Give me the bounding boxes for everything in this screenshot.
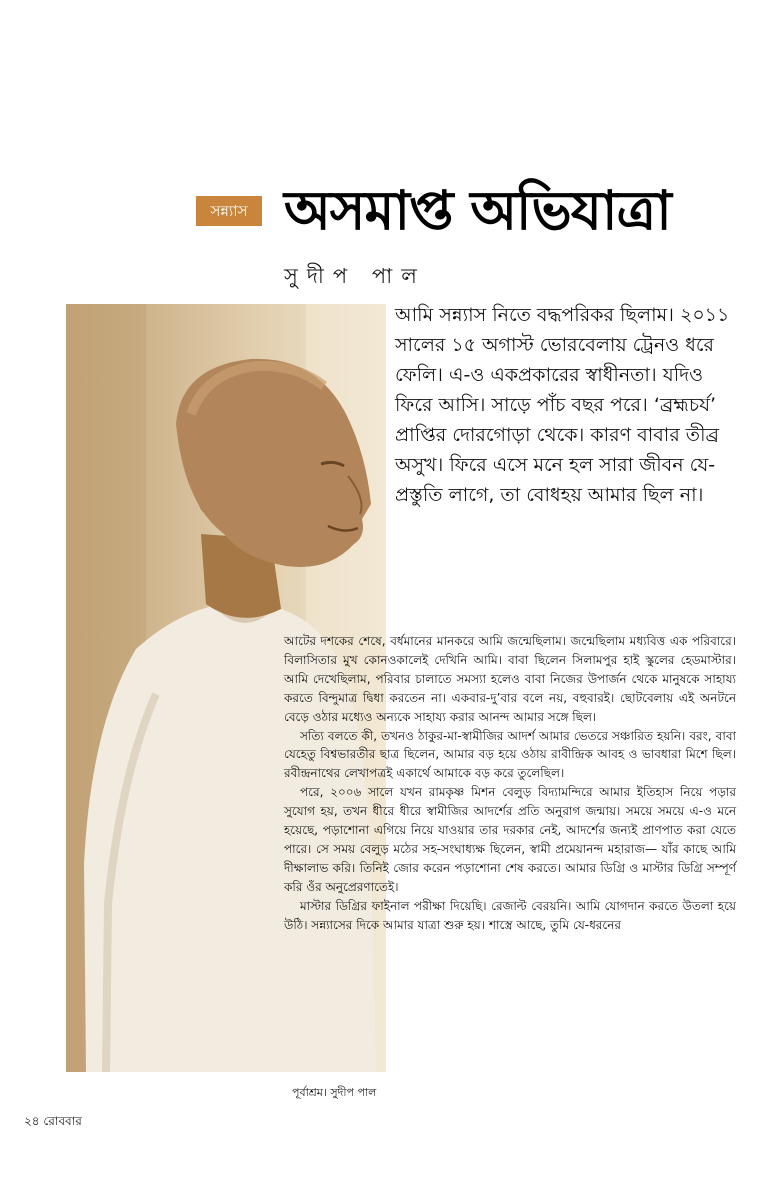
author-byline: সুদীপ পাল [284,264,426,288]
lede-text: আমি সন্ন্যাস নিতে বদ্ধপরিকর ছিলাম। ২০১১ সালের ১৫ অগাস্ট ভোরবেলায় ট্রেনও ধরে ফেলি। এ-ও একপ্রকারের স্বাধীনতা। যদিও ফিরে আসি। সাড়ে পাঁচ বছর পরে। ‘ব্রহ্মচর্য’ প্রাপ্তির দোরগোড়া থেকে। কারণ বাবার তীব্র অসুখ। ফিরে এসে মনে হল সারা জীবন যে-প্রস্তুতি লাগে, তা বোধহয় আমার ছিল না। [395,304,730,506]
body-paragraph-1: আটের দশকের শেষে, বর্ধমানের মানকরে আমি জন্মেছিলাম। জন্মেছিলাম মধ্যবিত্ত এক পরিবারে। বিলাসিতার মুখ কোনওকালেই দেখিনি আমি। বাবা ছিলেন সিলামপুর হাই স্কুলের হেডমাস্টার। আমি দেখেছিলাম, পরিবার চালাতে সমস্যা হলেও বাবা নিজের উপার্জন থেকে মানুষকে সাহায্য করতে বিন্দুমাত্র দ্বিধা করতেন না। একবার-দু’বার বলে নয়, বহুবারই। ছোটবেলায় এই অনটনে বেড়ে ওঠার মধ্যেও অন্যকে সাহায্য করার আনন্দ আমার সঙ্গে ছিল। [284,634,736,724]
body-paragraph-2: সত্যি বলতে কী, তখনও ঠাকুর-মা-স্বামীজির আদর্শ আমার ভেতরে সঞ্চারিত হয়নি। বরং, বাবা যেহেতু বিশ্বভারতীর ছাত্র ছিলেন, আমার বড় হয়ে ওঠায় রাবীন্দ্রিক আবহ ও ভাবধারা মিশে ছিল। রবীন্দ্রনাথের লেখাপত্রই একার্থে আমাকে বড় করে তুলেছিল। [284,728,736,781]
section-tag: সন্ন্যাস [196,196,262,226]
body-paragraph-4: মাস্টার ডিগ্রির ফাইনাল পরীক্ষা দিয়েছি। রেজাল্ট বেরয়নি। আমি যোগদান করতে উতলা হয়ে উঠি। সন্ন্যাসের দিকে আমার যাত্রা শুরু হয়। শাস্ত্রে আছে, তুমি যে-ধরনের [284,898,736,932]
body-paragraph-3: পরে, ২০০৬ সালে যখন রামকৃষ্ণ মিশন বেলুড় বিদ্যামন্দিরে আমার ইতিহাস নিয়ে পড়ার সুযোগ হয়, তখন ধীরে ধীরে স্বামীজির আদর্শের প্রতি অনুরাগ জন্মায়। সময়ে সময়ে এ-ও মনে হয়েছে, পড়াশোনা এগিয়ে নিয়ে যাওয়ার তার দরকার নেই, আদর্শের জন্যই প্রাণপাত করা যেতে পারে। সে সময় বেলুড় মঠের সহ-সংঘাধ্যক্ষ ছিলেন, স্বামী প্রমেয়ানন্দ মহারাজ— যাঁর কাছে আমি দীক্ষালাভ করি। তিনিই জোর করেন পড়াশোনা শেষ করতে। আমার ডিগ্রি ও মাস্টার ডিগ্রি সম্পূর্ণ করি ওঁর অনুপ্রেরণাতেই। [284,785,736,894]
lede-paragraph [395,300,735,510]
photo-caption: পূর্বাশ্রম। সুদীপ পাল [292,1086,377,1099]
article-title: অসমাপ্ত অভিযাত্রা [284,179,671,242]
article-body [284,632,736,935]
page-folio: ২৪ রোববার [24,1114,82,1128]
